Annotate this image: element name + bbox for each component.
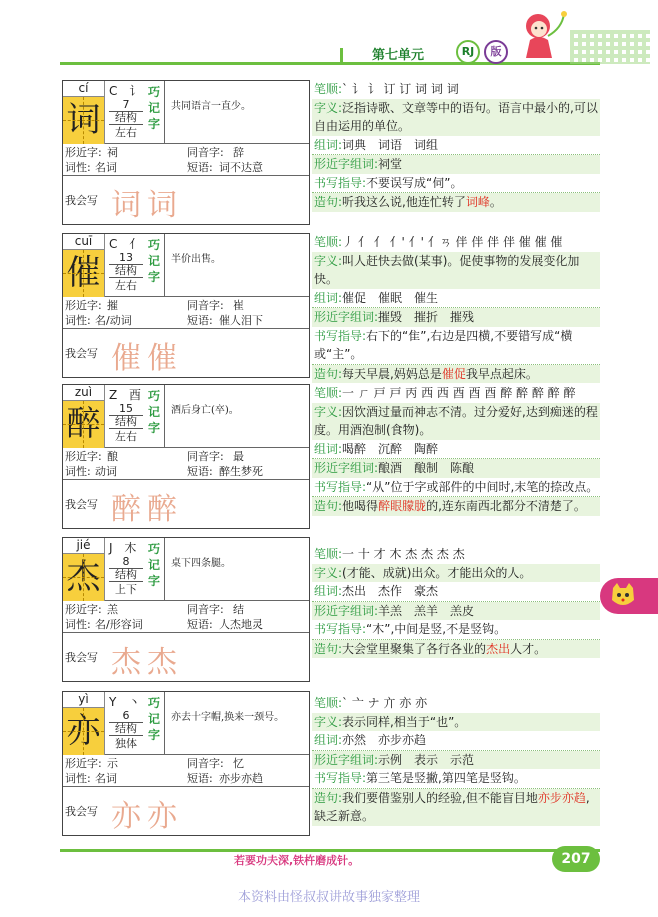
entry-details [312, 384, 600, 516]
words: 杰出 杰作 豪杰 [342, 584, 439, 598]
sentence: 我们要借鉴别人的经验,但不能盲目地 [342, 790, 538, 805]
entry-details [312, 233, 600, 383]
sentence: 听我这么说,他连忙转了 [342, 195, 466, 209]
structure-label: 结构 [109, 264, 143, 278]
stroke-order: 一 十 才 木 杰 杰 杰 杰 [342, 547, 465, 561]
homophone: 崔 [233, 299, 244, 312]
memory-tip: 亦去十字帽,换来一颈号。 [164, 692, 309, 754]
char-card [62, 384, 310, 529]
writing-tip-label: 书写指导: [314, 479, 367, 494]
stroke-order: 一 ㄏ 戸 戸 丙 西 西 酉 酉 酉 醉 醉 醉 醉 醉 [342, 386, 576, 400]
words: 喝醉 沉醉 陶醉 [342, 441, 439, 456]
meaning: 因饮酒过量而神志不清。过分爱好,达到痴迷的程度。用酒泡制(食物)。 [314, 404, 598, 437]
similar-words: 摧毁 摧折 摧残 [378, 310, 475, 324]
stroke-count: 15 [119, 402, 133, 415]
phrase-label: 短语: [187, 618, 213, 631]
sentence-end: 我早点起床。 [465, 366, 538, 381]
pos-label: 词性: [65, 618, 91, 631]
similar-words: 祠堂 [378, 157, 403, 171]
similar-words: 羊羔 羔羊 羔皮 [378, 603, 475, 618]
sentence-highlight: 醉眼朦胧 [378, 499, 427, 513]
memory-tip-label: 巧记字 [147, 696, 160, 742]
pinyin: cí [63, 81, 105, 97]
similar-char-label: 形近字: [65, 603, 102, 616]
trace-char: 亦 [111, 799, 141, 834]
header-grid-pattern [570, 30, 650, 64]
meaning: 泛指诗歌、文章等中的语句。语言中最小的,可以自由运用的单位。 [314, 100, 598, 133]
unit-title: 第七单元 [372, 48, 425, 63]
writing-tip: “从”位于字或部件的中间时,末笔的捺改点。 [366, 479, 599, 494]
similar-words-label: 形近字组词: [314, 603, 379, 618]
part-of-speech: 动词 [95, 465, 117, 478]
structure-label: 结构 [109, 568, 143, 582]
similar-char: 酿 [107, 450, 118, 463]
stroke-count: 7 [122, 98, 130, 111]
memory-tip-label: 巧记字 [147, 85, 160, 131]
meaning-label: 字义: [314, 100, 343, 115]
trace-char: 词 [147, 188, 177, 223]
source-credit: 本资料由怪叔叔讲故事独家整理 [237, 890, 420, 905]
structure-value: 左右 [115, 430, 137, 443]
similar-words: 酿酒 酿制 陈酿 [378, 461, 475, 475]
sentence-label: 造句: [314, 499, 343, 513]
stroke-order-label: 笔顺: [314, 82, 343, 96]
stroke-order: 丿 亻 亻 亻' 亻' 亻ㄢ 伴 伴 伴 伴 催 催 催 [342, 235, 563, 249]
words: 催促 催眠 催生 [342, 290, 439, 305]
trace-char: 亦 [147, 799, 177, 834]
structure-label: 结构 [109, 111, 143, 125]
writing-tip-label: 书写指导: [314, 175, 367, 190]
similar-words-label: 形近字组词: [314, 310, 379, 324]
phrase-label: 短语: [187, 465, 213, 478]
trace-char: 催 [111, 341, 141, 376]
similar-words-label: 形近字组词: [314, 461, 379, 475]
writing-tip: 不要误写成“伺”。 [366, 175, 463, 190]
sentence-highlight: 杰出 [486, 641, 511, 656]
memory-tip-label: 巧记字 [147, 238, 160, 284]
part-of-speech: 名/形容词 [95, 618, 143, 631]
pinyin: yì [63, 692, 105, 708]
structure-value: 独体 [115, 737, 137, 750]
write-label: 我会写 [65, 805, 98, 818]
main-character: 催 [63, 250, 105, 297]
pinyin: cuī [63, 234, 105, 250]
memory-tip: 桌下四条腿。 [164, 538, 309, 600]
stroke-order-label: 笔顺: [314, 696, 343, 710]
pos-label: 词性: [65, 161, 91, 174]
structure-value: 左右 [115, 126, 137, 139]
char-card [62, 537, 310, 682]
sentence-highlight: 词峰 [465, 195, 490, 209]
footer-motto: 若要功夫深,铁杵磨成针。 [234, 854, 360, 867]
meaning: (才能、成就)出众。才能出众的人。 [342, 565, 532, 580]
pinyin: zuì [63, 385, 105, 401]
similar-char: 祠 [107, 146, 118, 159]
writing-tip: “木”,中间是竖,不是竖钩。 [366, 622, 507, 636]
index-radical: Z 酉 [109, 388, 146, 402]
homophone-label: 同音字: [187, 146, 224, 159]
sentence: 大会堂里聚集了各行各业的 [342, 641, 487, 656]
similar-char: 羔 [107, 603, 118, 616]
pinyin: jié [63, 538, 105, 554]
homophone: 最 [233, 450, 244, 463]
index-radical: C 讠 [109, 84, 146, 98]
sentence-label: 造句: [314, 790, 343, 805]
sentence-end: 的,连东南西北都分不清楚了。 [426, 499, 586, 513]
similar-words-label: 形近字组词: [314, 752, 379, 767]
words-label: 组词: [314, 441, 343, 456]
entry-details [312, 694, 600, 826]
stroke-count: 6 [122, 709, 130, 722]
phrase-label: 短语: [187, 161, 213, 174]
similar-char-label: 形近字: [65, 450, 102, 463]
meaning-label: 字义: [314, 714, 343, 729]
stroke-order: ` 讠 讠 订 订 词 词 词 [342, 82, 459, 96]
memory-tip: 酒后身亡(卒)。 [164, 385, 309, 447]
writing-tip: 右下的“隹”,右边是四横,不要错写成“横或“主”。 [314, 328, 573, 361]
pos-label: 词性: [65, 465, 91, 478]
writing-tip-label: 书写指导: [314, 328, 367, 343]
structure-label: 结构 [109, 722, 143, 736]
write-label: 我会写 [65, 651, 98, 664]
trace-char: 醉 [111, 492, 141, 527]
similar-char: 示 [107, 757, 118, 770]
main-character: 杰 [63, 554, 105, 601]
sentence-highlight: 催促 [441, 366, 466, 381]
page-header [0, 0, 658, 72]
trace-char: 杰 [147, 645, 177, 680]
entry-details [312, 80, 600, 212]
stroke-order-label: 笔顺: [314, 235, 343, 249]
structure-label: 结构 [109, 415, 143, 429]
sentence-label: 造句: [314, 195, 343, 209]
sentence-highlight: 亦步亦趋 [537, 790, 586, 805]
homophone: 辞 [233, 146, 244, 159]
main-character: 词 [63, 97, 105, 144]
part-of-speech: 名/动词 [95, 314, 132, 327]
main-character: 亦 [63, 708, 105, 755]
homophone: 忆 [233, 757, 244, 770]
writing-tip-label: 书写指导: [314, 622, 367, 636]
words: 词典 词语 词组 [342, 137, 439, 152]
phrase: 催人泪下 [219, 314, 263, 327]
memory-tip: 半价出售。 [164, 234, 309, 296]
trace-char: 醉 [147, 492, 177, 527]
main-character: 醉 [63, 401, 105, 448]
meaning-label: 字义: [314, 404, 343, 419]
cat-mascot-icon [610, 582, 636, 610]
part-of-speech: 名词 [95, 161, 117, 174]
meaning: 表示同样,相当于“也”。 [342, 714, 467, 729]
structure-value: 上下 [115, 583, 137, 596]
similar-words-label: 形近字组词: [314, 157, 379, 171]
memory-tip-label: 巧记字 [147, 542, 160, 588]
index-radical: Y 丶 [109, 695, 145, 709]
pos-label: 词性: [65, 314, 91, 327]
stroke-order-label: 笔顺: [314, 386, 343, 400]
similar-char-label: 形近字: [65, 146, 102, 159]
char-card [62, 80, 310, 225]
similar-char: 摧 [107, 299, 118, 312]
sentence-label: 造句: [314, 366, 343, 381]
stroke-count: 8 [122, 555, 130, 568]
phrase-label: 短语: [187, 314, 213, 327]
page-number: 207 [552, 846, 600, 872]
stroke-order: ` 亠 ナ 亣 亦 亦 [342, 696, 428, 710]
header-rule [60, 62, 600, 65]
stroke-count: 13 [119, 251, 133, 264]
phrase: 亦步亦趋 [219, 772, 263, 785]
sentence-label: 造句: [314, 641, 343, 656]
meaning: 叫人赶快去做(某事)。促使事物的发展变化加快。 [314, 253, 580, 286]
homophone-label: 同音字: [187, 450, 224, 463]
trace-char: 杰 [111, 645, 141, 680]
fairy-mascot-icon [512, 6, 568, 62]
structure-value: 左右 [115, 279, 137, 292]
side-tab[interactable] [600, 578, 658, 614]
similar-char-label: 形近字: [65, 757, 102, 770]
pos-label: 词性: [65, 772, 91, 785]
write-label: 我会写 [65, 347, 98, 360]
sentence-end: 。 [489, 195, 502, 209]
writing-tip: 第三笔是竖撇,第四笔是竖钩。 [366, 771, 526, 785]
homophone-label: 同音字: [187, 757, 224, 770]
memory-tip-label: 巧记字 [147, 389, 160, 435]
index-radical: J 木 [109, 541, 141, 555]
similar-words: 示例 表示 示范 [378, 752, 475, 767]
homophone: 结 [233, 603, 244, 616]
trace-char: 催 [147, 341, 177, 376]
stroke-order-label: 笔顺: [314, 547, 343, 561]
write-label: 我会写 [65, 498, 98, 511]
similar-char-label: 形近字: [65, 299, 102, 312]
words-label: 组词: [314, 137, 343, 152]
sentence-end: 人才。 [510, 641, 547, 656]
words-label: 组词: [314, 584, 343, 598]
meaning-label: 字义: [314, 253, 343, 268]
phrase: 词不达意 [219, 161, 263, 174]
phrase-label: 短语: [187, 772, 213, 785]
edition-badge-suffix: 版 [484, 40, 508, 64]
sentence: 他喝得 [342, 499, 379, 513]
index-radical: C 亻 [109, 237, 146, 251]
sentence: 每天早晨,妈妈总是 [342, 366, 442, 381]
edition-badge: RJ [456, 40, 480, 64]
entry-details [312, 545, 600, 658]
phrase: 人杰地灵 [219, 618, 263, 631]
meaning-label: 字义: [314, 565, 343, 580]
words-label: 组词: [314, 733, 343, 747]
char-card [62, 691, 310, 836]
sentence-end: ,缺乏新意。 [314, 790, 590, 823]
char-card [62, 233, 310, 378]
phrase: 醉生梦死 [219, 465, 263, 478]
memory-tip: 共同语言一直少。 [164, 81, 309, 143]
trace-char: 词 [111, 188, 141, 223]
part-of-speech: 名词 [95, 772, 117, 785]
words: 亦然 亦步亦趋 [342, 733, 427, 747]
writing-tip-label: 书写指导: [314, 771, 367, 785]
write-label: 我会写 [65, 194, 98, 207]
words-label: 组词: [314, 290, 343, 305]
homophone-label: 同音字: [187, 299, 224, 312]
header-arrow [340, 48, 370, 62]
homophone-label: 同音字: [187, 603, 224, 616]
